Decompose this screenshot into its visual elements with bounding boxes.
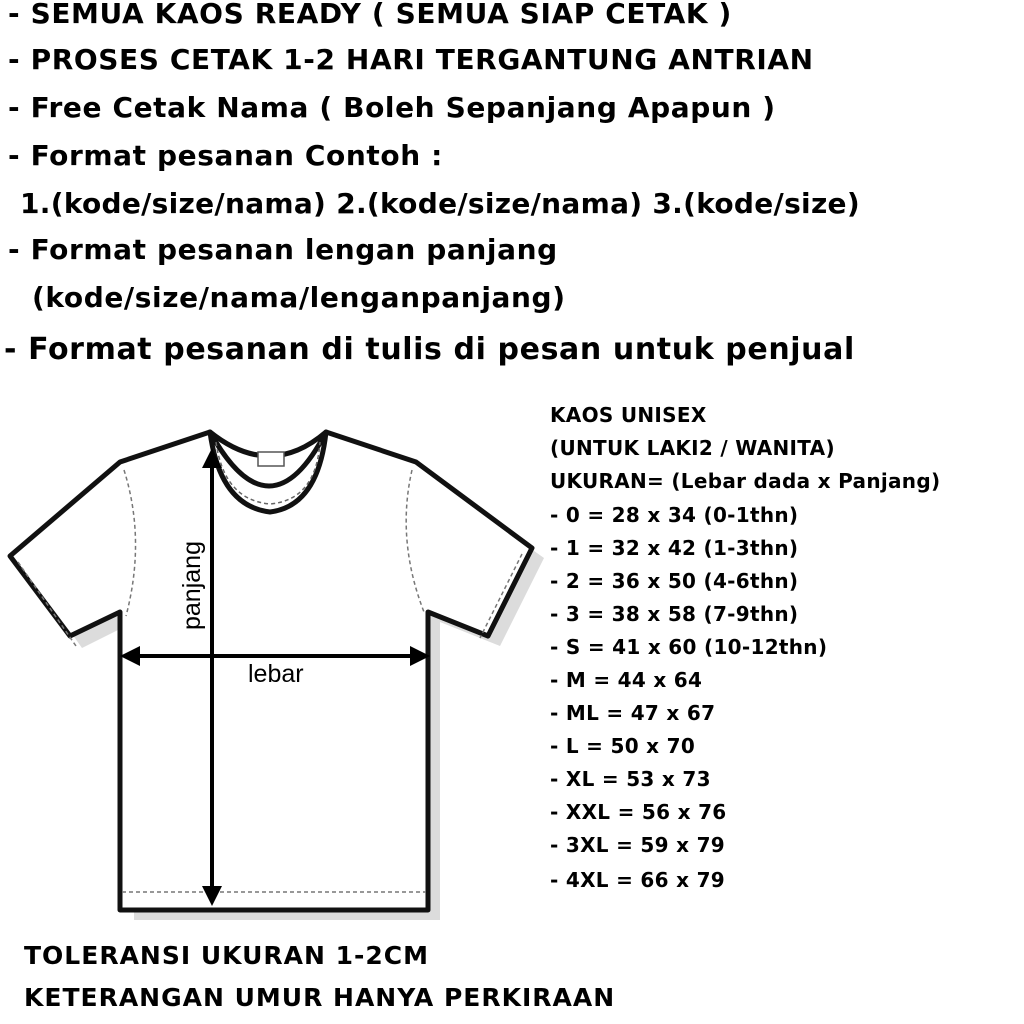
header-line-5: 1.(kode/size/nama) 2.(kode/size/nama) 3.(kode/size) [20,187,860,220]
size-row: - 3XL = 59 x 79 [550,833,726,857]
size-chart-subtitle: (UNTUK LAKI2 / WANITA) [550,436,835,460]
size-row: - 2 = 36 x 50 (4-6thn) [550,569,799,593]
size-chart-heading: UKURAN= (Lebar dada x Panjang) [550,469,941,493]
tshirt-tag [258,452,284,466]
size-row: - 0 = 28 x 34 (0-1thn) [550,503,799,527]
header-line-7: (kode/size/nama/lenganpanjang) [32,281,566,314]
size-row: - XL = 53 x 73 [550,767,711,791]
size-chart-title: KAOS UNISEX [550,403,707,427]
tshirt-diagram [0,420,545,920]
header-line-2: - PROSES CETAK 1-2 HARI TERGANTUNG ANTRIAN [8,43,814,76]
footer-age-note: KETERANGAN UMUR HANYA PERKIRAAN [24,983,616,1012]
header-line-3: - Free Cetak Nama ( Boleh Sepanjang Apapun ) [8,91,776,124]
header-line-1: - SEMUA KAOS READY ( SEMUA SIAP CETAK ) [8,0,732,30]
width-label: lebar [248,660,304,688]
size-row: - M = 44 x 64 [550,668,703,692]
size-row: - 4XL = 66 x 79 [550,868,726,892]
footer-tolerance: TOLERANSI UKURAN 1-2CM [24,941,429,970]
header-line-4: - Format pesanan Contoh : [8,139,443,172]
header-line-6: - Format pesanan lengan panjang [8,233,558,266]
size-row: - S = 41 x 60 (10-12thn) [550,635,828,659]
size-row: - ML = 47 x 67 [550,701,716,725]
size-row: - XXL = 56 x 76 [550,800,727,824]
header-line-8: - Format pesanan di tulis di pesan untuk penjual [4,332,855,367]
size-row: - 1 = 32 x 42 (1-3thn) [550,536,799,560]
size-row: - L = 50 x 70 [550,734,696,758]
size-row: - 3 = 38 x 58 (7-9thn) [550,602,799,626]
length-label: panjang [178,541,206,630]
